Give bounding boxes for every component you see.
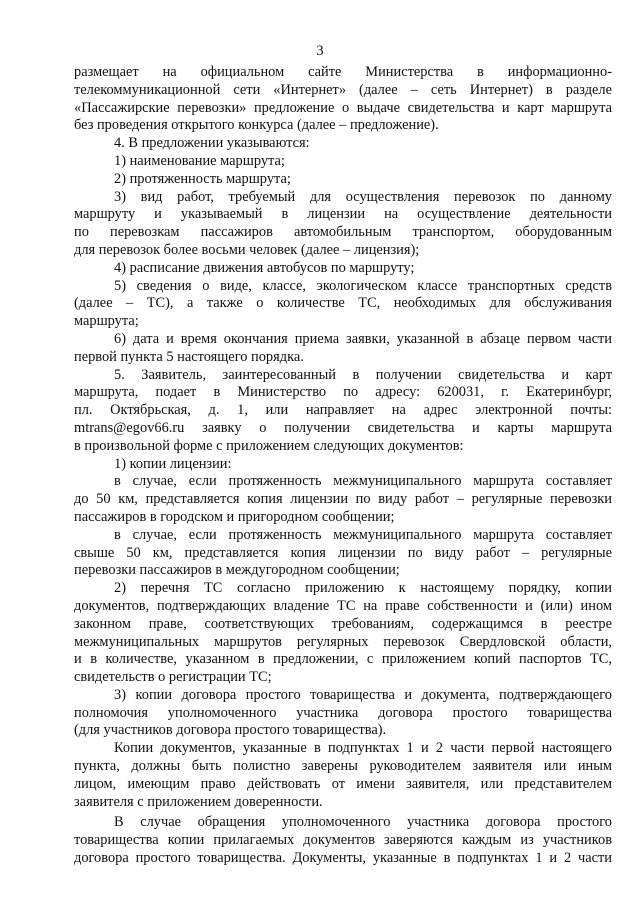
text-line: законном праве, соответствующих требованиям, содержащимся в реестре [74,615,612,632]
text-line: маршруту и указываемый в лицензии на осуществление деятельности [74,206,612,223]
text-line: в произвольной форме с приложением следующих документов: [74,437,464,454]
text-line: пункта, должны быть полистно заверены руководителем заявителя или иным [74,758,612,775]
text-line: 4) расписание движения автобусов по маршруту; [114,259,415,276]
text-line: межмуниципальных маршрутов регулярных перевозок Свердловской области, [74,633,612,650]
text-line: 1) копии лицензии: [114,455,232,472]
text-line: маршрута, подает в Министерство по адресу: 620031, г. Екатеринбург, [74,384,612,401]
text-line: маршрута; [74,313,139,330]
text-line: 3) вид работ, требуемый для осуществления перевозок по данному [114,188,612,205]
text-line: 6) дата и время окончания приема заявки, указанной в абзаце первом части [114,330,612,347]
text-line: 2) протяженность маршрута; [114,170,291,187]
text-line: mtrans@egov66.ru заявку о получении свидетельства и карты маршрута [74,419,612,436]
text-line: (для участников договора простого товарищества). [74,722,387,739]
text-line: пл. Октябрьская, д. 1, или направляет на адрес электронной почты: [74,402,612,419]
text-line: размещает на официальном сайте Министерства в информационно- [74,64,612,80]
text-line: полномочия уполномоченного участника договора простого товарищества [74,704,612,721]
text-line: без проведения открытого конкурса (далее – предложение). [74,117,439,134]
text-line: пассажиров в городском и пригородном сообщении; [74,508,395,525]
text-line: 2) перечня ТС согласно приложению к настоящему порядку, копии [114,580,612,597]
text-line: лицом, имеющим право действовать от имени заявителя, или представителем [74,775,612,792]
page-number: 3 [316,43,324,59]
text-line: 5) сведения о виде, классе, экологическом классе транспортных средств [114,277,612,294]
text-line: (далее – ТС), а также о количестве ТС, необходимых для обслуживания [74,295,612,312]
text-line: 3) копии договора простого товарищества и документа, подтверждающего [114,686,612,703]
document-body [74,64,612,868]
text-line: в случае, если протяженность межмуниципального маршрута составляет [114,473,612,490]
text-line: в случае, если протяженность межмуниципального маршрута составляет [114,526,612,543]
text-line: 1) наименование маршрута; [114,152,285,169]
text-line: товарищества копии прилагаемых документов заверяются каждым из участников [74,832,612,849]
text-line: до 50 км, представляется копия лицензии по виду работ – регулярные перевозки [74,491,612,508]
text-line: В случае обращения уполномоченного участника договора простого [114,814,612,831]
text-line: 5. Заявитель, заинтересованный в получении свидетельства и карт [114,366,612,383]
text-line: и в количестве, указанном в предложении, с приложением копий паспортов ТС, [74,651,612,668]
text-line: свыше 50 км, представляется копия лицензии по виду работ – регулярные [74,544,612,561]
text-line: по перевозкам пассажиров автомобильным транспортом, оборудованным [74,224,612,241]
text-line: свидетельств о регистрации ТС; [74,669,272,686]
text-line: для перевозок более восьми человек (далее – лицензия); [74,241,420,258]
text-line: 4. В предложении указываются: [114,135,310,152]
text-line: заявителя с приложением доверенности. [74,793,323,810]
text-line: Копии документов, указанные в подпунктах 1 и 2 части первой настоящего [114,740,612,757]
text-line: первой пункта 5 настоящего порядка. [74,348,304,365]
text-line: «Пассажирские перевозки» предложение о выдаче свидетельства и карт маршрута [74,99,612,116]
text-line: перевозки пассажиров в междугородном сообщении; [74,562,400,579]
text-line: договора простого товарищества. Документы, указанные в подпунктах 1 и 2 части [74,850,612,867]
text-line: телекоммуникационной сети «Интернет» (далее – сеть Интернет) в разделе [74,81,612,98]
text-line: документов, подтверждающих владение ТС на праве собственности и (или) ином [74,597,612,614]
